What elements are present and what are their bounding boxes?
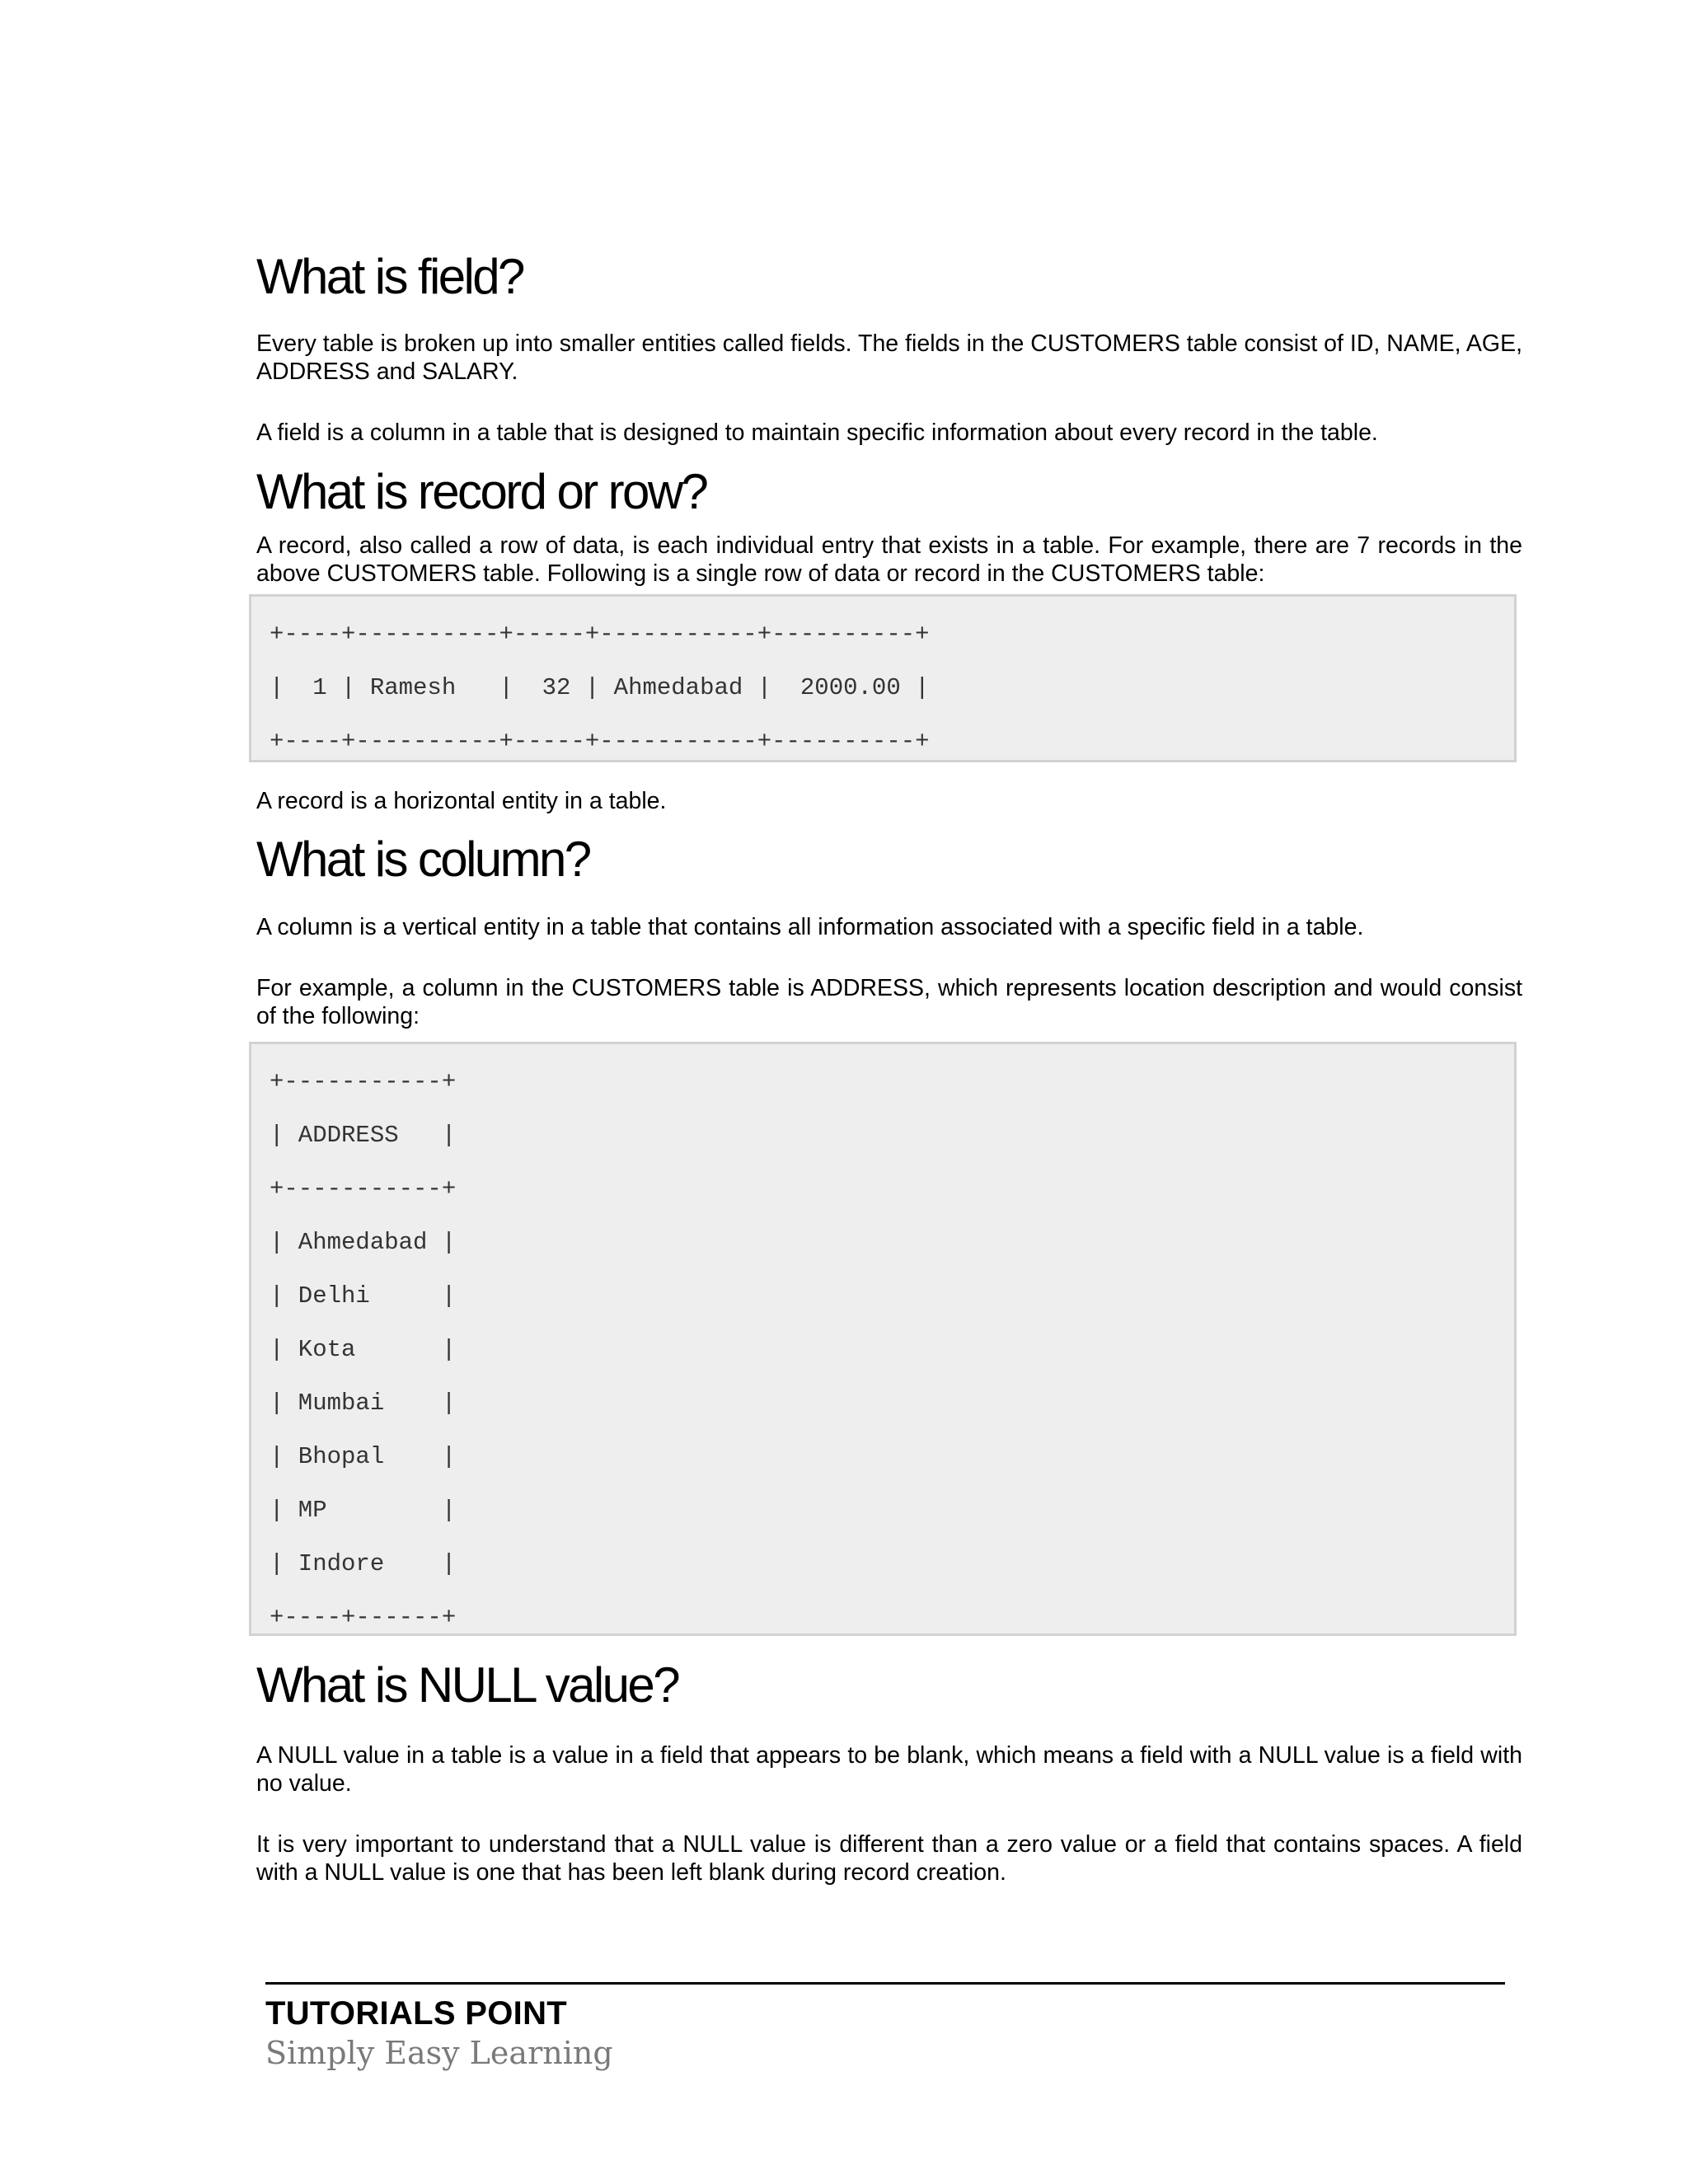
paragraph-null-definition: A NULL value in a table is a value in a field that appears to be blank, which means a field with a NULL value is a field with no value. [256,1742,1522,1797]
paragraph-column-example: For example, a column in the CUSTOMERS table is ADDRESS, which represents location description and would consist of the following: [256,975,1522,1029]
code-line: | Kota | [270,1336,457,1363]
code-line: | ADDRESS | [270,1122,457,1149]
paragraph-field-definition: Every table is broken up into smaller entities called fields. The fields in the CUSTOMERS table consist of ID, NAME, AGE, ADDRESS and SALARY. [256,330,1522,385]
heading-null: What is NULL value? [256,1657,678,1713]
code-line: | Indore | [270,1550,457,1577]
document-page [256,244,1522,1886]
code-line: | Ahmedabad | [270,1229,457,1256]
paragraph-field-column: A field is a column in a table that is designed to maintain specific information about every record in the table. [256,419,1378,446]
footer-tagline: Simply Easy Learning [265,2035,613,2071]
code-line: +-----------+ [270,1068,457,1095]
footer-brand: TUTORIALS POINT [265,1995,567,2032]
code-line: +----+----------+-----+-----------+----------+ [270,728,930,755]
code-line: +----+------+ [270,1604,457,1631]
footer-divider [265,1982,1505,1985]
code-line: +-----------+ [270,1175,457,1202]
paragraph-column-definition: A column is a vertical entity in a table that contains all information associated with a specific field in a table. [256,914,1364,940]
paragraph-record-definition: A record, also called a row of data, is each individual entry that exists in a table. For example, there are 7 records in the above CUSTOMERS table. Following is a single row of data or record in the CUSTOMERS table: [256,532,1522,587]
heading-column: What is column? [256,832,590,887]
code-line: | MP | [270,1497,457,1524]
code-line: | Delhi | [270,1282,457,1310]
heading-record: What is record or row? [256,464,707,519]
column-code-block [249,1042,1517,1636]
code-line: | Mumbai | [270,1390,457,1417]
paragraph-record-horizontal: A record is a horizontal entity in a table. [256,788,667,814]
heading-field: What is field? [256,249,523,304]
code-line: | 1 | Ramesh | 32 | Ahmedabad | 2000.00 | [270,674,930,701]
record-code-block [249,594,1517,762]
page-footer [265,1982,1505,2071]
code-line: | Bhopal | [270,1443,457,1470]
code-line: +----+----------+-----+-----------+----------+ [270,621,930,648]
paragraph-null-difference: It is very important to understand that a NULL value is different than a zero value or a field that contains spaces. A field with a NULL value is one that has been left blank during record creation. [256,1831,1522,1886]
